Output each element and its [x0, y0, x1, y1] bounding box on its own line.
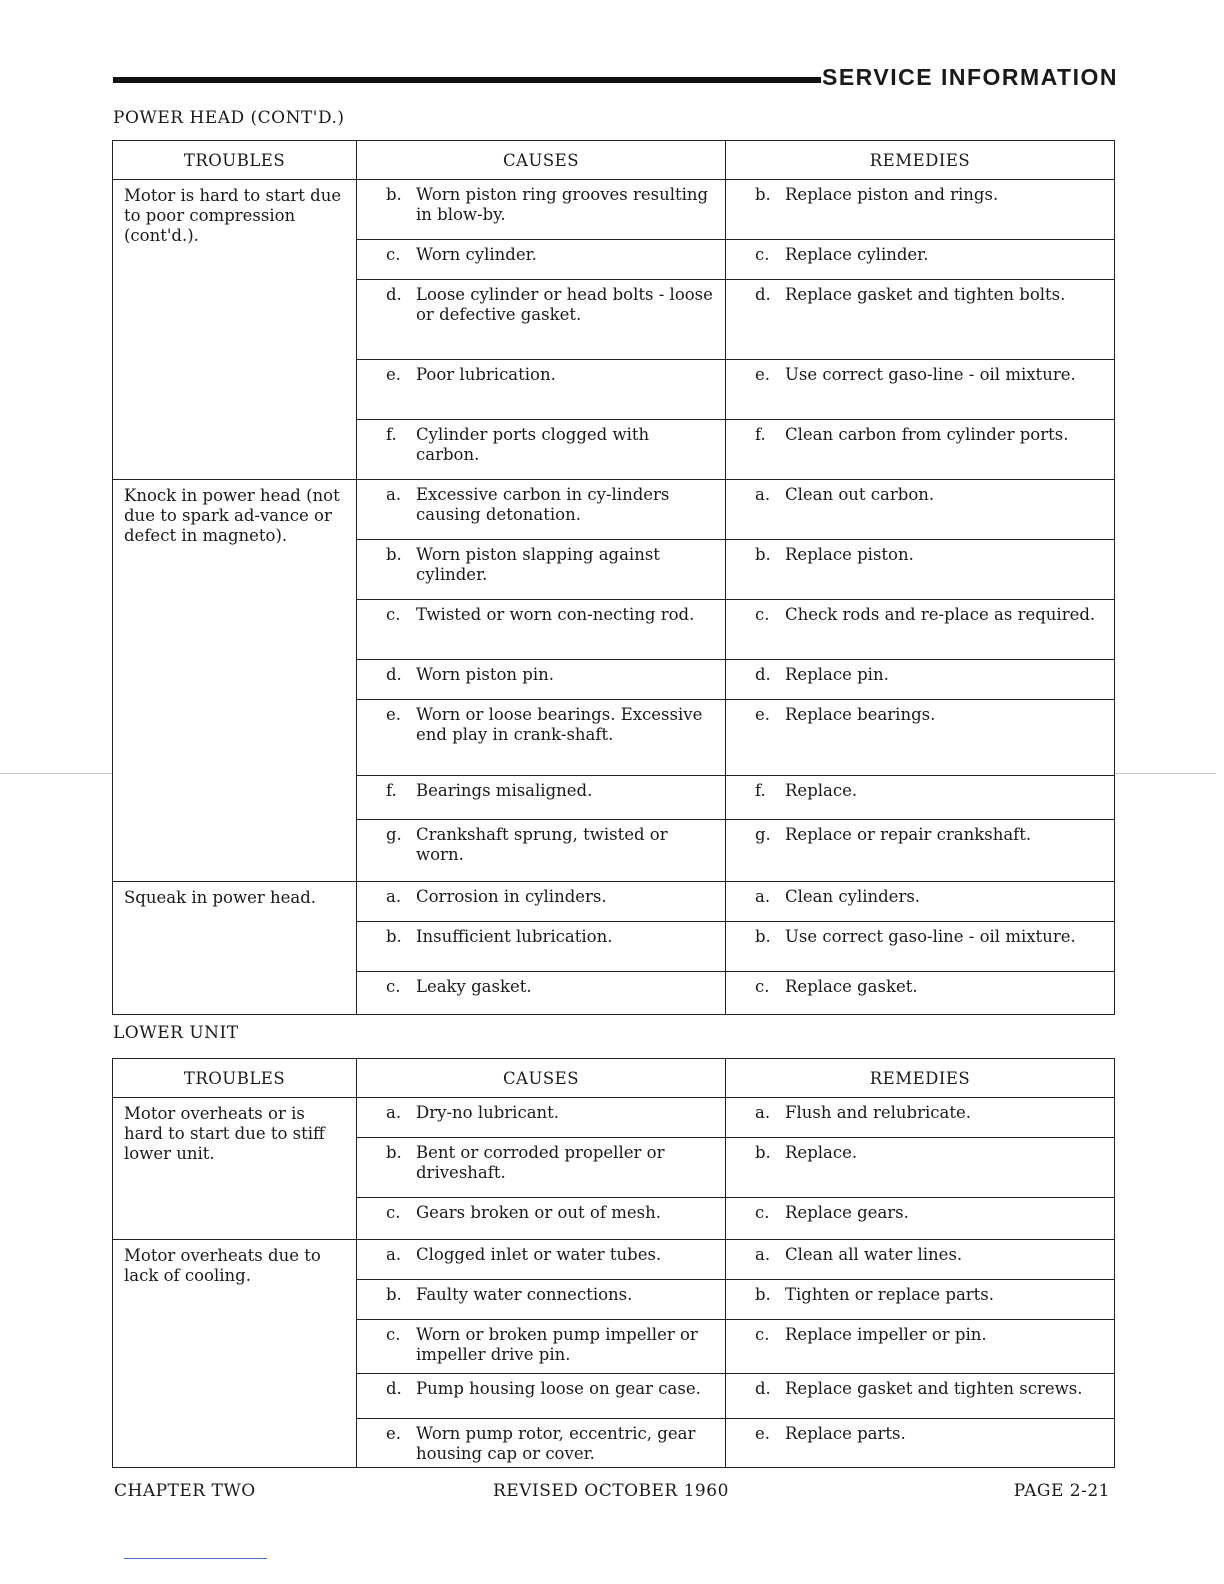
- remedy-cell: [726, 180, 1115, 240]
- remedy-letter: b.: [755, 927, 771, 946]
- cause-cell: [357, 1280, 726, 1320]
- remedy-cell: [726, 600, 1115, 660]
- cause-text: Worn piston ring grooves resulting in blow-by.: [416, 185, 709, 224]
- remedy-item: [726, 882, 1114, 907]
- remedy-text: Flush and relubricate.: [785, 1103, 971, 1122]
- remedy-text: Replace parts.: [785, 1424, 906, 1443]
- table-row: [113, 1240, 1115, 1280]
- cause-letter: c.: [386, 245, 401, 264]
- remedy-item: [726, 540, 1114, 565]
- cause-cell: [357, 660, 726, 700]
- remedy-text: Replace piston.: [785, 545, 914, 564]
- table-row: [113, 180, 1115, 240]
- cause-text: Dry-no lubricant.: [416, 1103, 560, 1122]
- cause-letter: a.: [386, 887, 402, 906]
- cause-item: [357, 600, 725, 625]
- remedy-text: Replace or repair crankshaft.: [785, 825, 1032, 844]
- remedy-cell: [726, 1320, 1115, 1374]
- remedy-text: Tighten or replace parts.: [785, 1285, 995, 1304]
- remedy-letter: a.: [755, 1245, 771, 1264]
- cause-item: [357, 1374, 725, 1399]
- table-row: [113, 480, 1115, 540]
- remedy-text: Replace gears.: [785, 1203, 909, 1222]
- remedy-cell: [726, 1280, 1115, 1320]
- cause-cell: [357, 1198, 726, 1240]
- power-head-table: [112, 140, 1115, 1015]
- remedy-text: Use correct gaso-line - oil mixture.: [785, 927, 1076, 946]
- remedy-text: Replace.: [785, 781, 858, 800]
- remedy-text: Check rods and re-place as required.: [785, 605, 1096, 624]
- cause-item: [357, 420, 725, 465]
- cause-cell: [357, 1240, 726, 1280]
- cause-text: Worn piston slapping against cylinder.: [416, 545, 660, 584]
- cause-text: Worn or broken pump impeller or impeller drive pin.: [416, 1325, 698, 1364]
- remedy-item: [726, 280, 1114, 305]
- header-rule: [113, 77, 821, 83]
- cause-letter: b.: [386, 545, 402, 564]
- cause-text: Insufficient lubrication.: [416, 927, 613, 946]
- column-header-troubles: TROUBLES: [113, 141, 357, 180]
- cause-text: Excessive carbon in cy-linders causing detonation.: [416, 485, 670, 524]
- cause-letter: b.: [386, 1285, 402, 1304]
- cause-letter: a.: [386, 1245, 402, 1264]
- remedy-letter: c.: [755, 245, 770, 264]
- table-row: [113, 1098, 1115, 1138]
- remedy-letter: c.: [755, 977, 770, 996]
- remedy-cell: [726, 1198, 1115, 1240]
- footer-revision: REVISED OCTOBER 1960: [493, 1481, 729, 1501]
- remedy-item: [726, 600, 1114, 625]
- cause-letter: a.: [386, 485, 402, 504]
- cause-item: [357, 360, 725, 385]
- trouble-cell: Motor is hard to start due to poor compression (cont'd.).: [113, 180, 357, 480]
- column-header-causes: CAUSES: [357, 1059, 726, 1098]
- remedy-cell: [726, 1098, 1115, 1138]
- cause-text: Cylinder ports clogged with carbon.: [416, 425, 650, 464]
- remedy-text: Replace gasket and tighten screws.: [785, 1379, 1083, 1398]
- column-header-remedies: REMEDIES: [726, 141, 1115, 180]
- cause-letter: c.: [386, 1203, 401, 1222]
- remedy-cell: [726, 1138, 1115, 1198]
- cause-letter: f.: [386, 781, 397, 800]
- remedy-letter: f.: [755, 781, 766, 800]
- trouble-cell: Squeak in power head.: [113, 882, 357, 1015]
- cause-letter: f.: [386, 425, 397, 444]
- cause-item: [357, 1198, 725, 1223]
- remedy-item: [726, 922, 1114, 947]
- cause-item: [357, 882, 725, 907]
- column-header-remedies: REMEDIES: [726, 1059, 1115, 1098]
- cause-cell: [357, 700, 726, 776]
- cause-text: Worn piston pin.: [416, 665, 554, 684]
- remedy-text: Replace gasket.: [785, 977, 918, 996]
- cause-text: Worn cylinder.: [416, 245, 537, 264]
- cause-text: Bearings misaligned.: [416, 781, 593, 800]
- cause-cell: [357, 240, 726, 280]
- cause-text: Gears broken or out of mesh.: [416, 1203, 661, 1222]
- cause-letter: e.: [386, 365, 402, 384]
- cause-item: [357, 820, 725, 865]
- remedy-text: Replace bearings.: [785, 705, 936, 724]
- trouble-cell: Motor overheats or is hard to start due to stiff lower unit.: [113, 1098, 357, 1240]
- cause-letter: b.: [386, 927, 402, 946]
- decorative-rule: [124, 1558, 267, 1559]
- remedy-letter: b.: [755, 545, 771, 564]
- remedy-text: Clean carbon from cylinder ports.: [785, 425, 1069, 444]
- scan-mark: [1116, 773, 1216, 774]
- remedy-letter: e.: [755, 1424, 771, 1443]
- cause-letter: e.: [386, 1424, 402, 1443]
- remedy-cell: [726, 480, 1115, 540]
- remedy-letter: a.: [755, 485, 771, 504]
- remedy-cell: [726, 776, 1115, 820]
- cause-letter: d.: [386, 1379, 402, 1398]
- cause-text: Crankshaft sprung, twisted or worn.: [416, 825, 668, 864]
- remedy-item: [726, 1098, 1114, 1123]
- remedy-letter: d.: [755, 1379, 771, 1398]
- cause-item: [357, 1240, 725, 1265]
- cause-text: Clogged inlet or water tubes.: [416, 1245, 662, 1264]
- lower-unit-table: [112, 1058, 1115, 1468]
- remedy-item: [726, 776, 1114, 801]
- remedy-text: Replace impeller or pin.: [785, 1325, 987, 1344]
- cause-cell: [357, 776, 726, 820]
- cause-text: Bent or corroded propeller or driveshaft.: [416, 1143, 665, 1182]
- table-header-row: [113, 1059, 1115, 1098]
- cause-letter: c.: [386, 977, 401, 996]
- footer-chapter: CHAPTER TWO: [114, 1481, 256, 1501]
- cause-cell: [357, 420, 726, 480]
- scan-mark: [0, 773, 112, 774]
- remedy-text: Replace gasket and tighten bolts.: [785, 285, 1066, 304]
- cause-cell: [357, 180, 726, 240]
- cause-letter: d.: [386, 665, 402, 684]
- remedy-item: [726, 700, 1114, 725]
- remedy-cell: [726, 240, 1115, 280]
- cause-cell: [357, 1138, 726, 1198]
- remedy-letter: a.: [755, 887, 771, 906]
- cause-letter: d.: [386, 285, 402, 304]
- remedy-cell: [726, 700, 1115, 776]
- cause-cell: [357, 480, 726, 540]
- remedy-text: Replace pin.: [785, 665, 889, 684]
- cause-text: Worn pump rotor, eccentric, gear housing cap or cover.: [416, 1424, 696, 1463]
- remedy-letter: b.: [755, 185, 771, 204]
- remedy-item: [726, 1240, 1114, 1265]
- remedy-item: [726, 820, 1114, 845]
- cause-text: Poor lubrication.: [416, 365, 556, 384]
- remedy-cell: [726, 1374, 1115, 1419]
- remedy-cell: [726, 922, 1115, 972]
- remedy-item: [726, 1198, 1114, 1223]
- cause-text: Pump housing loose on gear case.: [416, 1379, 701, 1398]
- cause-letter: c.: [386, 605, 401, 624]
- cause-item: [357, 972, 725, 997]
- cause-item: [357, 240, 725, 265]
- remedy-text: Replace cylinder.: [785, 245, 929, 264]
- remedy-cell: [726, 1419, 1115, 1468]
- remedy-item: [726, 480, 1114, 505]
- column-header-causes: CAUSES: [357, 141, 726, 180]
- cause-cell: [357, 1320, 726, 1374]
- cause-cell: [357, 1419, 726, 1468]
- cause-item: [357, 700, 725, 745]
- cause-cell: [357, 922, 726, 972]
- remedy-item: [726, 1374, 1114, 1399]
- remedy-text: Use correct gaso-line - oil mixture.: [785, 365, 1076, 384]
- remedy-text: Replace piston and rings.: [785, 185, 999, 204]
- remedy-item: [726, 1280, 1114, 1305]
- remedy-text: Replace.: [785, 1143, 858, 1162]
- cause-letter: a.: [386, 1103, 402, 1122]
- cause-cell: [357, 882, 726, 922]
- trouble-cell: Knock in power head (not due to spark ad-vance or defect in magneto).: [113, 480, 357, 882]
- remedy-letter: d.: [755, 665, 771, 684]
- cause-item: [357, 1098, 725, 1123]
- cause-item: [357, 776, 725, 801]
- remedy-letter: d.: [755, 285, 771, 304]
- remedy-item: [726, 1320, 1114, 1345]
- remedy-item: [726, 420, 1114, 445]
- cause-cell: [357, 1374, 726, 1419]
- cause-item: [357, 480, 725, 525]
- cause-cell: [357, 820, 726, 882]
- column-header-troubles: TROUBLES: [113, 1059, 357, 1098]
- remedy-letter: b.: [755, 1285, 771, 1304]
- page-header-title: SERVICE INFORMATION: [822, 64, 1118, 90]
- trouble-cell: Motor overheats due to lack of cooling.: [113, 1240, 357, 1468]
- remedy-item: [726, 972, 1114, 997]
- remedy-letter: c.: [755, 1203, 770, 1222]
- remedy-letter: b.: [755, 1143, 771, 1162]
- cause-text: Loose cylinder or head bolts - loose or defective gasket.: [416, 285, 713, 324]
- cause-item: [357, 1138, 725, 1183]
- table-row: [113, 882, 1115, 922]
- cause-cell: [357, 540, 726, 600]
- remedy-letter: c.: [755, 1325, 770, 1344]
- table-header-row: [113, 141, 1115, 180]
- section-label-lower-unit: LOWER UNIT: [113, 1023, 239, 1043]
- cause-item: [357, 922, 725, 947]
- remedy-letter: f.: [755, 425, 766, 444]
- cause-cell: [357, 360, 726, 420]
- remedy-letter: a.: [755, 1103, 771, 1122]
- cause-letter: e.: [386, 705, 402, 724]
- remedy-cell: [726, 360, 1115, 420]
- remedy-cell: [726, 660, 1115, 700]
- remedy-cell: [726, 972, 1115, 1015]
- footer-page-number: PAGE 2-21: [1013, 1481, 1110, 1501]
- cause-item: [357, 540, 725, 585]
- remedy-letter: g.: [755, 825, 771, 844]
- cause-text: Faulty water connections.: [416, 1285, 633, 1304]
- remedy-item: [726, 1419, 1114, 1444]
- remedy-cell: [726, 820, 1115, 882]
- cause-letter: c.: [386, 1325, 401, 1344]
- cause-text: Corrosion in cylinders.: [416, 887, 607, 906]
- remedy-item: [726, 1138, 1114, 1163]
- cause-item: [357, 1280, 725, 1305]
- remedy-text: Clean all water lines.: [785, 1245, 963, 1264]
- remedy-letter: c.: [755, 605, 770, 624]
- remedy-item: [726, 660, 1114, 685]
- remedy-item: [726, 240, 1114, 265]
- remedy-cell: [726, 882, 1115, 922]
- cause-text: Worn or loose bearings. Excessive end play in crank-shaft.: [416, 705, 703, 744]
- cause-cell: [357, 1098, 726, 1138]
- remedy-letter: e.: [755, 705, 771, 724]
- cause-item: [357, 280, 725, 325]
- cause-letter: g.: [386, 825, 402, 844]
- cause-cell: [357, 280, 726, 360]
- remedy-item: [726, 360, 1114, 385]
- remedy-cell: [726, 1240, 1115, 1280]
- remedy-letter: e.: [755, 365, 771, 384]
- section-label-power-head: POWER HEAD (CONT'D.): [113, 108, 345, 128]
- cause-cell: [357, 972, 726, 1015]
- remedy-cell: [726, 420, 1115, 480]
- remedy-cell: [726, 540, 1115, 600]
- cause-item: [357, 660, 725, 685]
- remedy-item: [726, 180, 1114, 205]
- cause-cell: [357, 600, 726, 660]
- cause-letter: b.: [386, 1143, 402, 1162]
- cause-text: Twisted or worn con-necting rod.: [416, 605, 695, 624]
- cause-item: [357, 180, 725, 225]
- cause-item: [357, 1320, 725, 1365]
- remedy-text: Clean out carbon.: [785, 485, 935, 504]
- cause-letter: b.: [386, 185, 402, 204]
- cause-text: Leaky gasket.: [416, 977, 532, 996]
- cause-item: [357, 1419, 725, 1464]
- remedy-cell: [726, 280, 1115, 360]
- remedy-text: Clean cylinders.: [785, 887, 921, 906]
